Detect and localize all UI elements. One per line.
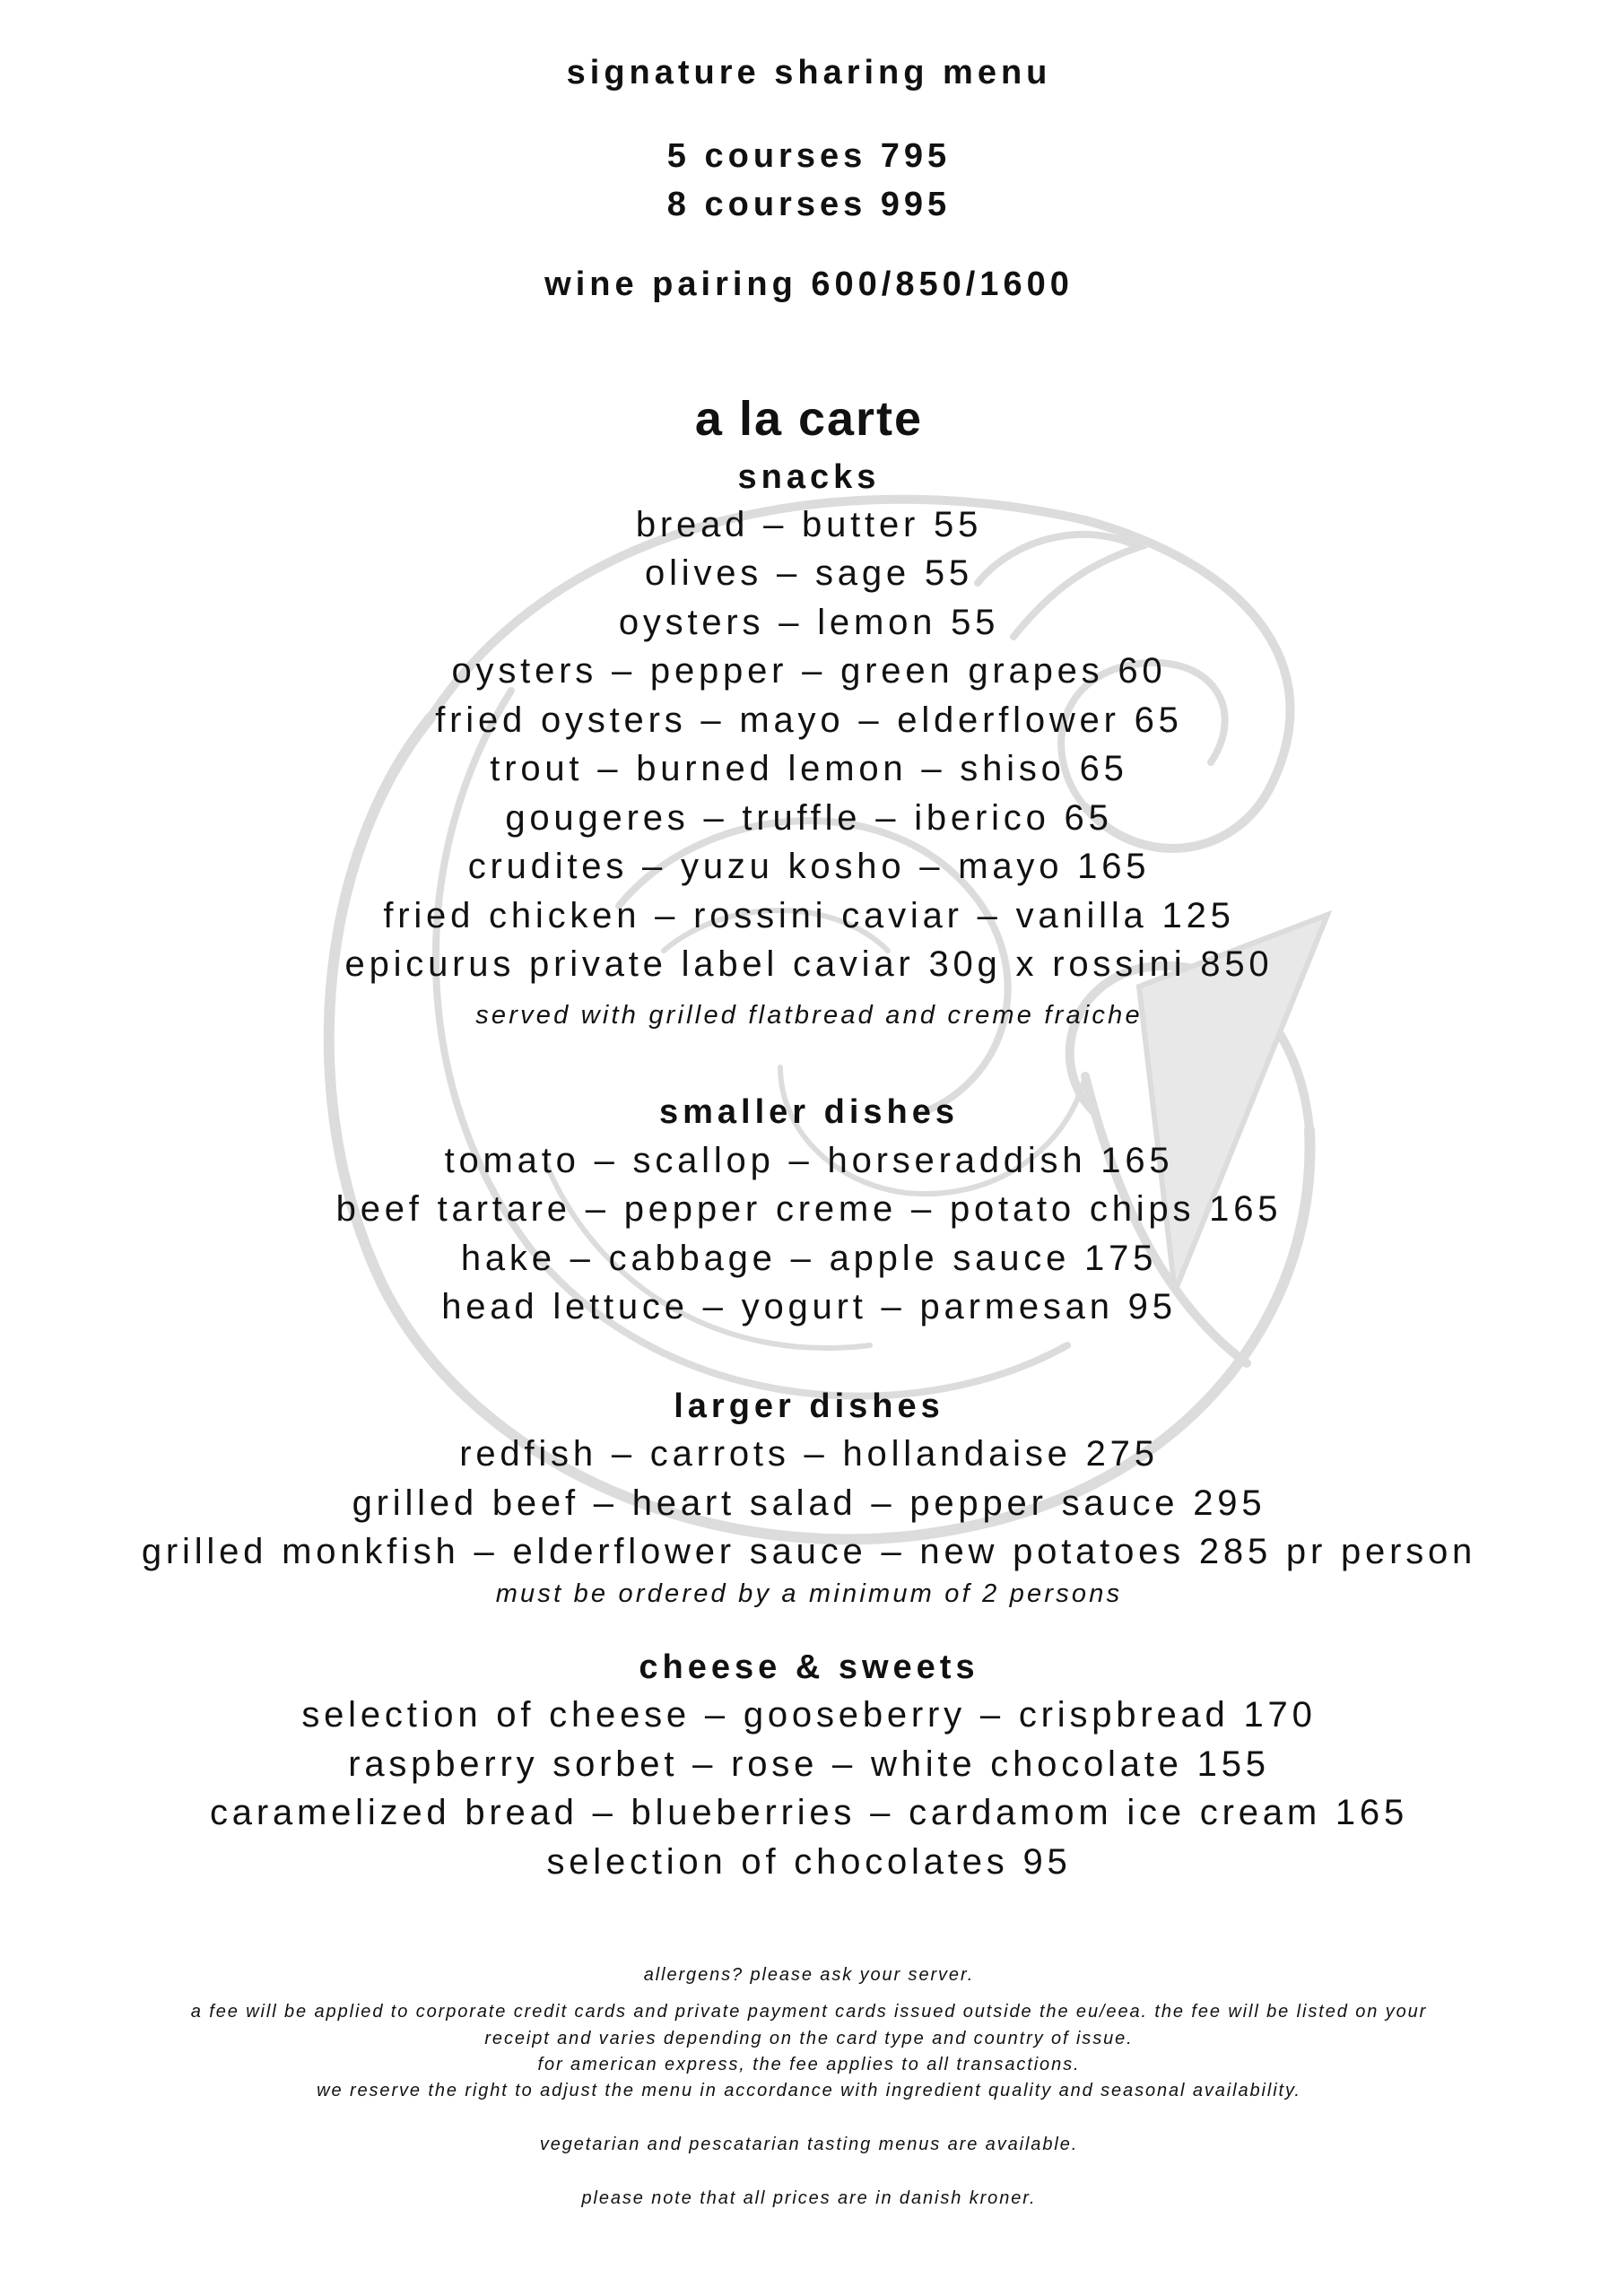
section-heading-snacks: snacks bbox=[737, 458, 881, 496]
signature-menu-title: signature sharing menu bbox=[566, 54, 1052, 91]
menu-item: beef tartare – pepper creme – potato chips 165 bbox=[335, 1189, 1283, 1229]
card-fee-note-line-1: a fee will be applied to corporate credit cards and private payment cards issued outside the eu/eea. the fee will be listed on your bbox=[190, 2002, 1428, 2022]
menu-item: grilled monkfish – elderflower sauce – new potatoes 285 pr person bbox=[141, 1532, 1477, 1571]
larger-dishes-note: must be ordered by a minimum of 2 persons bbox=[495, 1579, 1123, 1608]
snacks-note: served with grilled flatbread and creme fraiche bbox=[475, 1001, 1143, 1030]
menu-item: head lettuce – yogurt – parmesan 95 bbox=[441, 1287, 1177, 1326]
reserve-right-note: we reserve the right to adjust the menu in accordance with ingredient quality and seasonal availability. bbox=[317, 2081, 1301, 2100]
card-fee-note-line-2: receipt and varies depending on the card type and country of issue. bbox=[484, 2029, 1134, 2048]
menu-item: tomato – scallop – horseraddish 165 bbox=[444, 1141, 1174, 1180]
a-la-carte-heading: a la carte bbox=[694, 392, 924, 446]
menu-item: redfish – carrots – hollandaise 275 bbox=[459, 1434, 1159, 1474]
wine-pairing-price: wine pairing 600/850/1600 bbox=[544, 265, 1074, 303]
menu-item: oysters – pepper – green grapes 60 bbox=[451, 651, 1167, 691]
allergens-note: allergens? please ask your server. bbox=[643, 1965, 975, 1985]
menu-item: fried chicken – rossini caviar – vanilla 125 bbox=[383, 896, 1235, 935]
currency-note: please note that all prices are in danish kroner. bbox=[581, 2188, 1037, 2208]
vegetarian-menus-note: vegetarian and pescatarian tasting menus are available. bbox=[539, 2135, 1079, 2154]
menu-item: caramelized bread – blueberries – cardamom ice cream 165 bbox=[210, 1793, 1408, 1832]
menu-item: gougeres – truffle – iberico 65 bbox=[505, 798, 1113, 838]
menu-item: bread – butter 55 bbox=[635, 505, 983, 544]
menu-item: selection of cheese – gooseberry – crispbread 170 bbox=[301, 1695, 1317, 1735]
menu-item: olives – sage 55 bbox=[645, 553, 973, 593]
menu-item: hake – cabbage – apple sauce 175 bbox=[460, 1239, 1158, 1278]
section-heading-cheese-sweets: cheese & sweets bbox=[639, 1648, 979, 1686]
menu-item: grilled beef – heart salad – pepper sauce 295 bbox=[352, 1483, 1266, 1523]
section-heading-larger-dishes: larger dishes bbox=[674, 1387, 944, 1425]
signature-price-5-courses: 5 courses 795 bbox=[666, 137, 952, 175]
signature-price-8-courses: 8 courses 995 bbox=[666, 186, 952, 223]
menu-item: selection of chocolates 95 bbox=[546, 1842, 1072, 1882]
card-fee-note-line-3: for american express, the fee applies to all transactions. bbox=[537, 2055, 1081, 2074]
menu-item: trout – burned lemon – shiso 65 bbox=[490, 749, 1128, 788]
section-heading-smaller-dishes: smaller dishes bbox=[658, 1093, 960, 1131]
menu-item: oysters – lemon 55 bbox=[618, 603, 1000, 642]
menu-item: raspberry sorbet – rose – white chocolate 155 bbox=[348, 1744, 1270, 1784]
menu-item: fried oysters – mayo – elderflower 65 bbox=[435, 700, 1183, 740]
menu-item: epicurus private label caviar 30g x rossini 850 bbox=[344, 944, 1274, 984]
menu-item: crudites – yuzu kosho – mayo 165 bbox=[467, 847, 1151, 886]
